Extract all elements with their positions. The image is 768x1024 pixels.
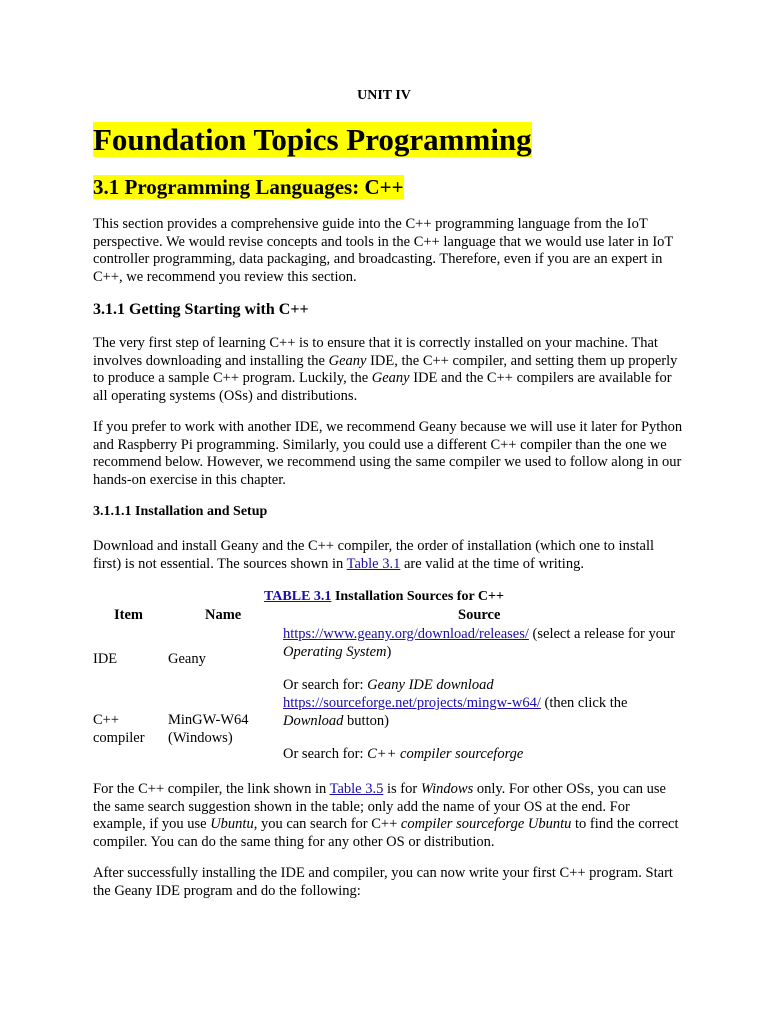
table-header-item: Item [114,607,143,623]
table-caption-link[interactable]: TABLE 3.1 [264,589,332,604]
unit-label: UNIT IV [357,88,411,103]
title-block [93,122,683,158]
table-cell-source-ide: https://www.geany.org/download/releases/ (select a release for your Operating System) [283,626,676,660]
table-3-1-link[interactable]: Table 3.1 [346,555,401,572]
table-cell-search-compiler: Or search for: C++ compiler sourceforge [283,746,524,762]
subsection-heading: 3.1.1 Getting Starting with C++ [93,301,309,318]
table-3-5-link[interactable]: Table 3.5 [329,781,384,797]
paragraph-installation: Download and install Geany and the C++ compiler, the order of installation (which one to install first) is not essential. The sources shown in Table 3.1 are valid at the time of writing. [93,538,655,572]
table-header-name: Name [205,607,242,623]
table-cell-name-geany: Geany [168,651,206,667]
subsubsection-heading: 3.1.1.1 Installation and Setup [93,504,268,519]
paragraph-other-os: For the C++ compiler, the link shown in Table 3.5 is for Windows only. For other OSs, you can use the same search suggestion shown in the table; only add the name of your OS at the end. For example, if you use Ubuntu, you can search for C++ compiler sourceforge Ubuntu to find the correct compiler. You can do the same thing for any other OS or distribution. [93,781,679,850]
table-cell-search-ide: Or search for: Geany IDE download [283,677,494,693]
section-heading: 3.1 Programming Languages: C++ [93,175,404,199]
table-header-source: Source [458,607,501,623]
table-cell-name-mingw: MinGW-W64 (Windows) [168,712,249,746]
paragraph-getting-started: The very first step of learning C++ is to ensure that it is correctly installed on your machine. That involves downloading and installing the Geany IDE, the C++ compiler, and setting them up properly to produce a sample C++ program. Luckily, the Geany IDE and the C++ compilers are available for all operating systems (OSs) and distributions. [93,335,678,404]
geany-download-link[interactable]: https://www.geany.org/download/releases/ [283,626,529,642]
mingw-download-link[interactable]: https://sourceforge.net/projects/mingw-w64/ [283,695,541,711]
section-heading-block [93,174,683,200]
table-caption: TABLE 3.1 Installation Sources for C++ [264,589,504,604]
paragraph-next-steps: After successfully installing the IDE and compiler, you can now write your first C++ program. Start the Geany IDE program and do the following: [93,865,673,899]
table-cell-item-ide: IDE [93,651,118,667]
page-title: Foundation Topics Programming [93,122,532,157]
paragraph-ide-preference: If you prefer to work with another IDE, we recommend Geany because we will use it later for Python and Raspberry Pi programming. Similarly, you could use a different C++ compiler than the one we recommend below. However, we recommend using the same compiler we used to follow along in our hands-on exercise in this chapter. [93,419,683,488]
intro-paragraph: This section provides a comprehensive guide into the C++ programming language from the IoT perspective. We would revise concepts and tools in the C++ language that we would use later in IoT controller programming, data packaging, and broadcasting. Therefore, even if you are an expert in C++, we recommend you review this section. [93,216,673,285]
table-cell-source-compiler: https://sourceforge.net/projects/mingw-w64/ (then click the Download button) [283,695,628,729]
table-cell-item-compiler: C++ compiler [93,712,145,746]
